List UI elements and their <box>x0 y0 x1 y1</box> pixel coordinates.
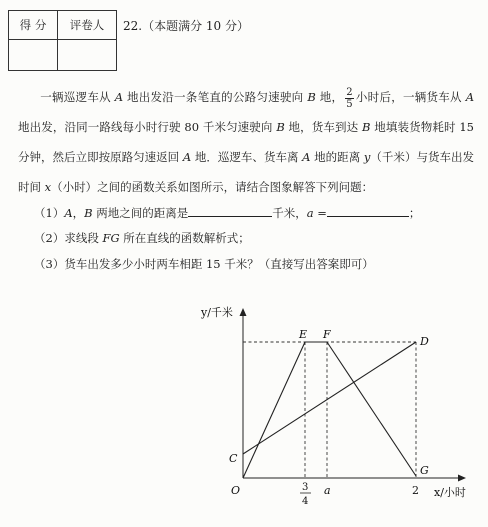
x-axis-arrow-icon <box>458 475 466 482</box>
y-axis-label: y/千米 <box>201 306 233 319</box>
origin-label: O <box>231 484 241 497</box>
score-label: 得 分 <box>9 11 58 40</box>
answer-blank-a[interactable] <box>327 204 409 217</box>
point-F-label: F <box>323 328 331 341</box>
point-C-label: C <box>229 452 238 465</box>
score-cell[interactable] <box>9 40 58 71</box>
fraction-two-fifths: $\frac{2}{5}$ <box>346 86 353 110</box>
problem-statement: 一辆巡逻车从 A 地出发沿一条笔直的公路匀速驶向 B 地， $\frac{2}{5}$ 小时后，一辆货车从 A 地出发，沿同一路线每小时行驶 80 千米匀速驶向 B 地，货车到达 B 地填装货物耗时 15 分钟，然后立即按原路匀速返回 A 地．巡逻车、货车离 A 地的距离 y（千米）与货车出发时间 x（小时）之间的函数关系如图所示，请结合图象解答下列问题： <box>18 86 475 194</box>
question-3: （3）货车出发多少小时两车相距 15 千米？（直接写出答案即可） <box>34 257 374 271</box>
x-axis-label: x/小时 <box>434 486 466 499</box>
grader-cell[interactable] <box>58 40 117 71</box>
y-axis-arrow-icon <box>240 308 247 316</box>
tick-frac-num: 3 <box>302 482 309 493</box>
tick-frac-den: 4 <box>302 496 309 507</box>
grader-label: 评卷人 <box>58 11 117 40</box>
segment-CD <box>243 342 416 454</box>
point-E-label: E <box>299 328 308 341</box>
question-header: 22.（本题满分 10 分） <box>123 19 249 33</box>
tick-2-label: 2 <box>412 484 419 497</box>
question-2: （2）求线段 FG 所在直线的函数解析式； <box>34 231 250 245</box>
question-1: （1）A，B 两地之间的距离是 千米，a = ； <box>34 206 421 220</box>
point-D-label: D <box>420 335 429 348</box>
score-table <box>8 10 117 71</box>
answer-blank-distance[interactable] <box>188 204 272 217</box>
tick-a-label: a <box>324 484 331 497</box>
point-G-label: G <box>420 464 429 477</box>
segment-OE <box>243 342 305 478</box>
segment-FG <box>327 342 416 476</box>
